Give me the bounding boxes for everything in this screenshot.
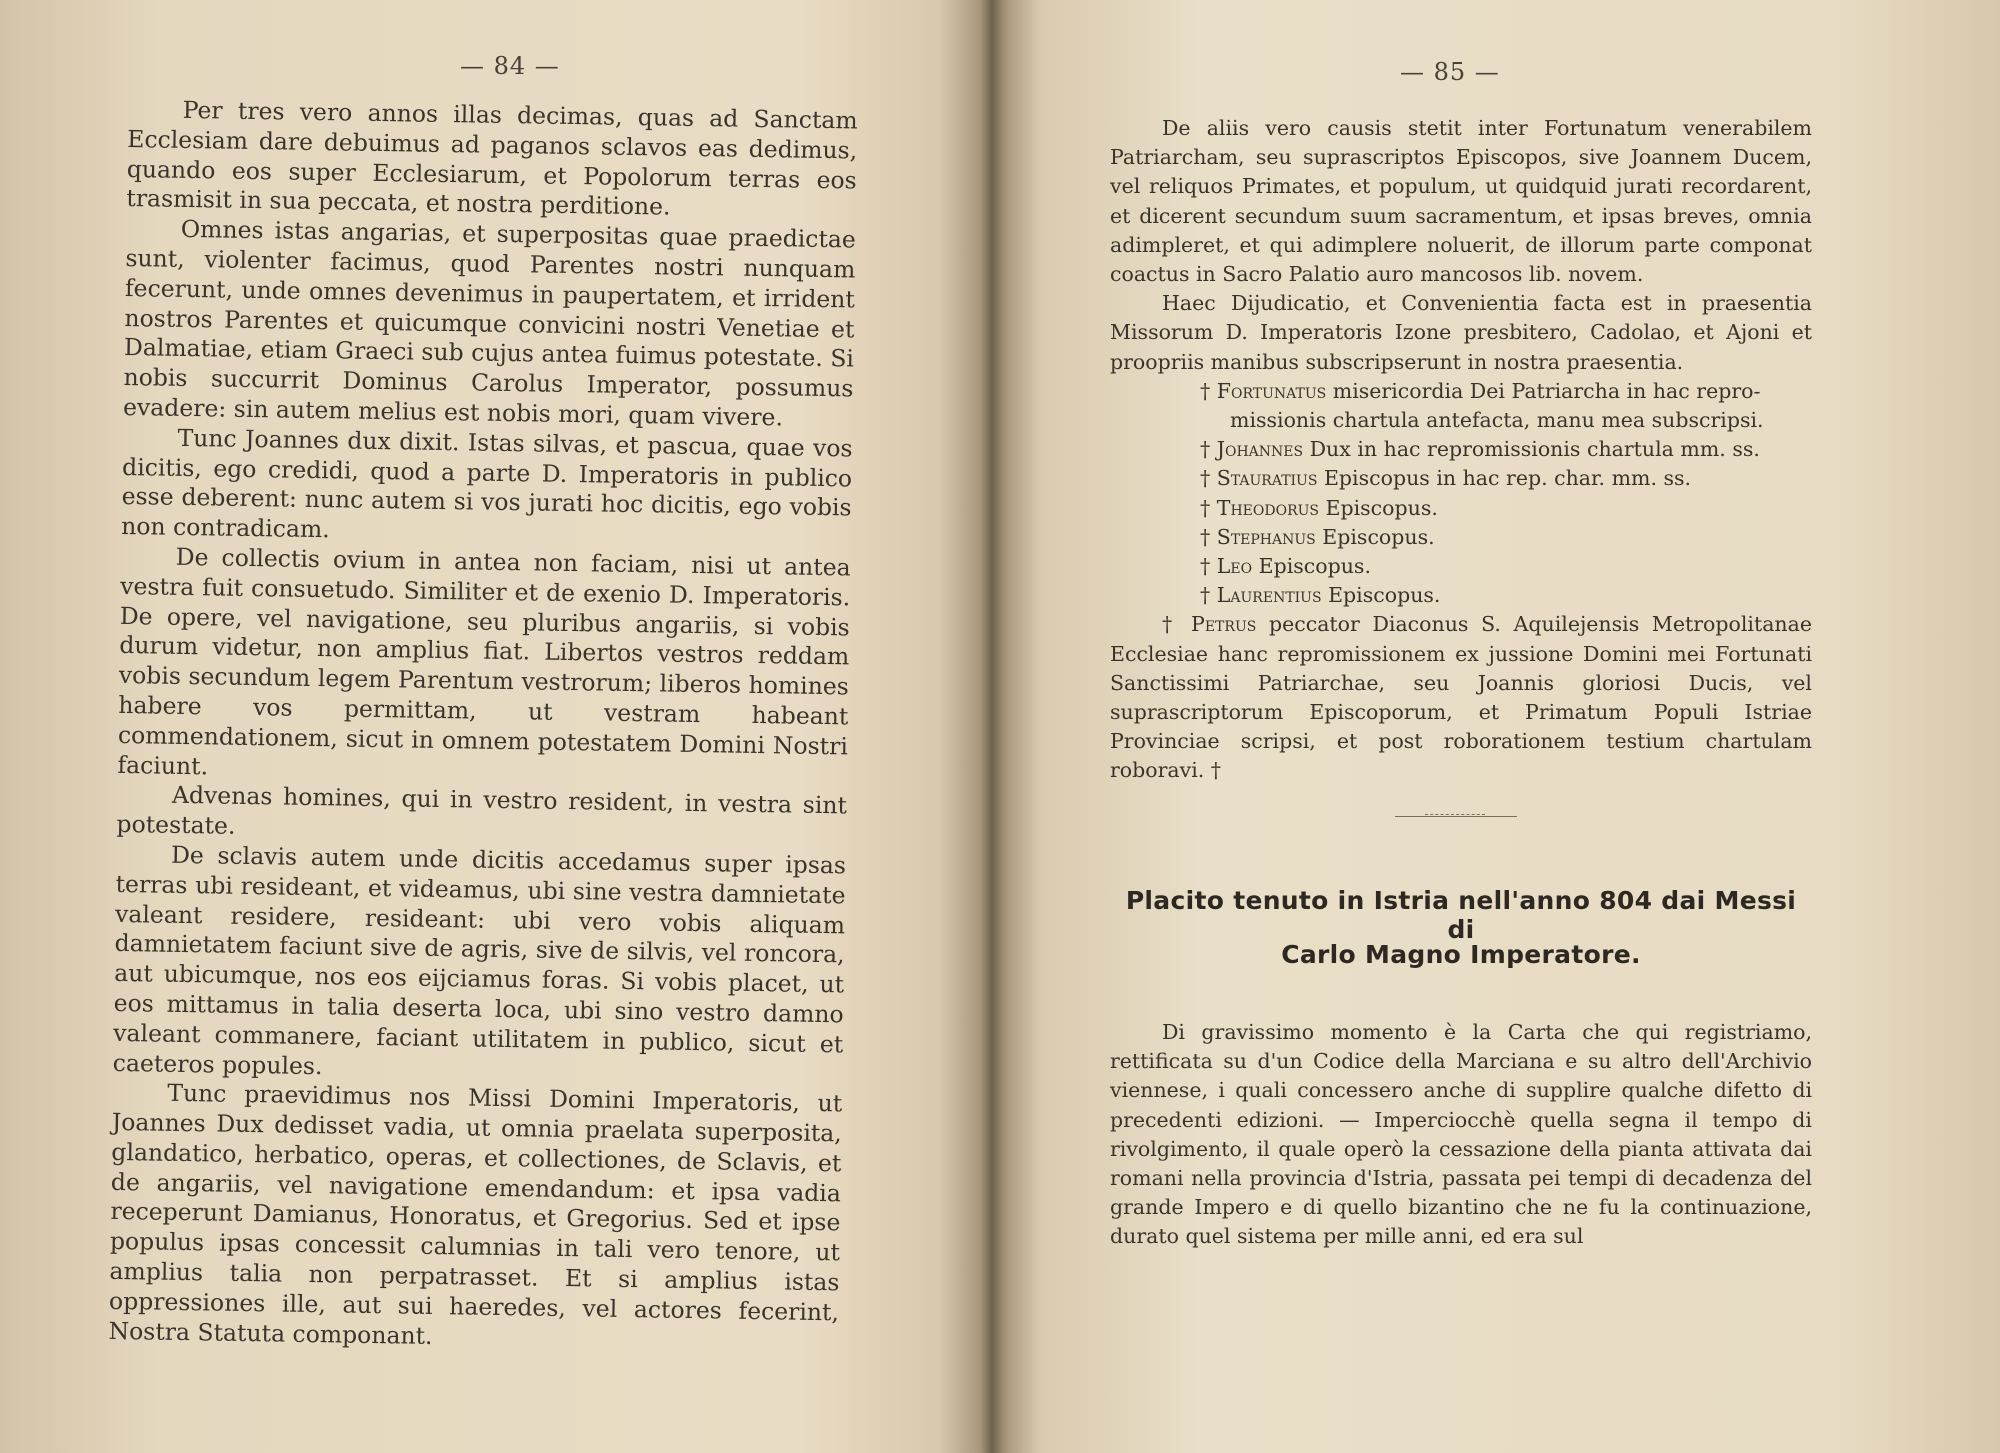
paragraph: De aliis vero causis stetit inter Fortunatum venerabilem Patriarcham, seu suprascriptos Episcopos, sive Joannem Ducem, vel reliquos Primates, et populum, ut quidquid jurati recordarent, et dicerent secundum suum sacramentum, et ipsas breves, omnia adimpleret, et qui adimplere noluerit, de illorum parte componat coactus in Sacro Palatio auro mancosos lib. novem. bbox=[1110, 116, 1812, 287]
cross-symbol: † bbox=[1162, 612, 1179, 637]
paragraph: Tunc praevidimus nos Missi Domini Imperatoris, ut Joannes Dux dedisset vadia, ut omnia praelata superposita, glandatico, herbatico, operas, et collectiones, de Sclavis, et de angariis, vel navigatione emendandum: et ipsa vadia receperunt Damianus, Honoratus, et Gregorius. Sed et ipse populus ipsas concessit calumnias in tali vero tenore, ut amplius talia non perpatrasset. Et si amplius istas oppressiones ille, aut sui haeredes, vel actores fecerint, Nostra Statuta componant. bbox=[108, 1079, 843, 1350]
cross-symbol: † bbox=[1200, 378, 1211, 403]
cross-symbol: † bbox=[1200, 466, 1211, 491]
signature-continuation: missionis chartula antefacta, manu mea subscripsi. bbox=[1230, 408, 1764, 433]
page-number-left: — 84 — bbox=[460, 52, 560, 80]
signature-text: misericordia Dei Patriarcha in hac repro- bbox=[1326, 378, 1761, 403]
signature-text: Episcopus. bbox=[1252, 554, 1371, 579]
intro-text bbox=[1110, 1018, 1812, 1252]
signatory-name: Petrus bbox=[1191, 612, 1257, 637]
paragraph: Advenas homines, qui in vestro resident, in vestra sint potestate. bbox=[116, 781, 848, 840]
paragraph: De sclavis autem unde dicitis accedamus super ipsas terras ubi resideant, et videamus, ubi sine vestra damnietate valeant residere, resideant: ubi vero vobis aliquam damnietatem faciunt sive de agris, sive de silvis, vel roncora, aut ubicumque, nos eos eijciamus foras. Si vobis placet, ut eos mittamus in talia deserta loca, ubi sino vestro damno valeant commanere, faciant utilitatem in publico, sicut et caeteros popules. bbox=[112, 840, 847, 1080]
signature-text: Episcopus. bbox=[1321, 583, 1441, 608]
deacon-signature bbox=[1110, 610, 1812, 785]
signatory-name: Leo bbox=[1216, 554, 1253, 579]
signature-text: Episcopus. bbox=[1315, 524, 1435, 549]
signatory-name: Johannes bbox=[1216, 437, 1304, 462]
signature-line bbox=[1110, 552, 1812, 581]
signature-line bbox=[1110, 435, 1812, 464]
cross-symbol: † bbox=[1200, 554, 1211, 579]
signature-line bbox=[1110, 377, 1812, 406]
signatory-name: Fortunatus bbox=[1216, 378, 1327, 403]
paragraph: Haec Dijudicatio, et Convenientia facta est in praesentia Missorum D. Imperatoris Izone presbitero, Cadolao, et Ajoni et proopriis manibus subscripserunt in nostra praesentia. bbox=[1110, 291, 1812, 374]
cross-symbol: † bbox=[1200, 495, 1211, 520]
right-page-body bbox=[1110, 114, 1812, 786]
cross-symbol: † bbox=[1200, 583, 1211, 608]
signatory-name: Laurentius bbox=[1216, 583, 1322, 608]
left-page bbox=[0, 0, 980, 1453]
paragraph: Di gravissimo momento è la Carta che qui registriamo, rettificata su d'un Codice della Marciana e su altro dell'Archivio viennese, i quali concessero anche di supplire qualche difetto di precedenti edizioni. — Imperciocchè quella segna il tempo di rivolgimento, il quale operò la cessazione della pianta attivata dai romani nella provincia d'Istria, passata pei tempi di decadenza del grande Impero e di quello bizantino che ne fu la continuazione, durato quel sistema per mille anni, ed era sul bbox=[1110, 1020, 1812, 1249]
signatory-name: Stauratius bbox=[1216, 466, 1318, 491]
signature-text: Episcopus. bbox=[1319, 495, 1438, 520]
cross-symbol: † bbox=[1200, 524, 1211, 549]
section-divider bbox=[1395, 816, 1517, 821]
paragraph: Tunc Joannes dux dixit. Istas silvas, et pascua, quae vos dicitis, ego credidi, quod a parte D. Imperatoris in publico esse deberent: nunc autem si vos jurati hoc dicitis, ego vobis non contradicam. bbox=[121, 423, 853, 544]
signature-line bbox=[1110, 523, 1812, 552]
signature-line bbox=[1110, 494, 1812, 523]
section-heading-continued: Carlo Magno Imperatore. bbox=[1281, 940, 1641, 969]
left-page-body bbox=[108, 95, 858, 1358]
page-number-right: — 85 — bbox=[1400, 58, 1500, 86]
signature-text: Dux in hac repromissionis chartula mm. ss. bbox=[1303, 437, 1760, 462]
signature-text: Episcopus in hac rep. char. mm. ss. bbox=[1317, 466, 1692, 491]
signatory-name: Stephanus bbox=[1216, 524, 1316, 549]
signatory-name: Theodorus bbox=[1216, 495, 1319, 520]
signature-line bbox=[1110, 464, 1812, 493]
signature-text: peccator Diaconus S. Aquilejensis Metropolitanae Ecclesiae hanc repromissionem ex jussione Domini mei Fortunati Sanctissimi Patriarchae, seu Joannis gloriosi Ducis, vel suprascriptorum Episcoporum, et Primatum Populi Istriae Provinciae scripsi, et post roborationem testium chartulam roboravi. † bbox=[1110, 612, 1812, 783]
section-heading: Placito tenuto in Istria nell'anno 804 dai Messi di bbox=[1125, 886, 1797, 944]
cross-symbol: † bbox=[1200, 437, 1211, 462]
paragraph: Per tres vero annos illas decimas, quas ad Sanctam Ecclesiam dare debuimus ad paganos sclavos eas dedimus, quando eos super Ecclesiarum, et Popolorum terras eos trasmisit in sua peccata, et nostra perditione. bbox=[126, 95, 858, 221]
signature-line bbox=[1110, 581, 1812, 610]
paragraph: De collectis ovium in antea non faciam, nisi ut antea vestra fuit consuetudo. Similiter et de exenio D. Imperatoris. De opere, vel navigatione, seu pluribus angariis, si vobis durum videtur, non amplius fiat. Libertos vestros reddam vobis secundum legem Parentum vestrorum; liberos homines habere vos permittam, ut vestram habeant commendationem, sicut in omnem potestatem Domini Nostri faciunt. bbox=[117, 542, 851, 780]
paragraph: Omnes istas angarias, et superpositas quae praedictae sunt, violenter facimus, quod Parentes nostri nunquam fecerunt, unde omnes devenimus in paupertatem, et irrident nostros Parentes et quicumque convicini nostri Venetiae et Dalmatiae, etiam Graeci sub cujus antea fuimus potestate. Si nobis succurrit Dominus Carolus Imperator, possumus evadere: sin autem melius est nobis mori, quam vivere. bbox=[122, 215, 857, 432]
